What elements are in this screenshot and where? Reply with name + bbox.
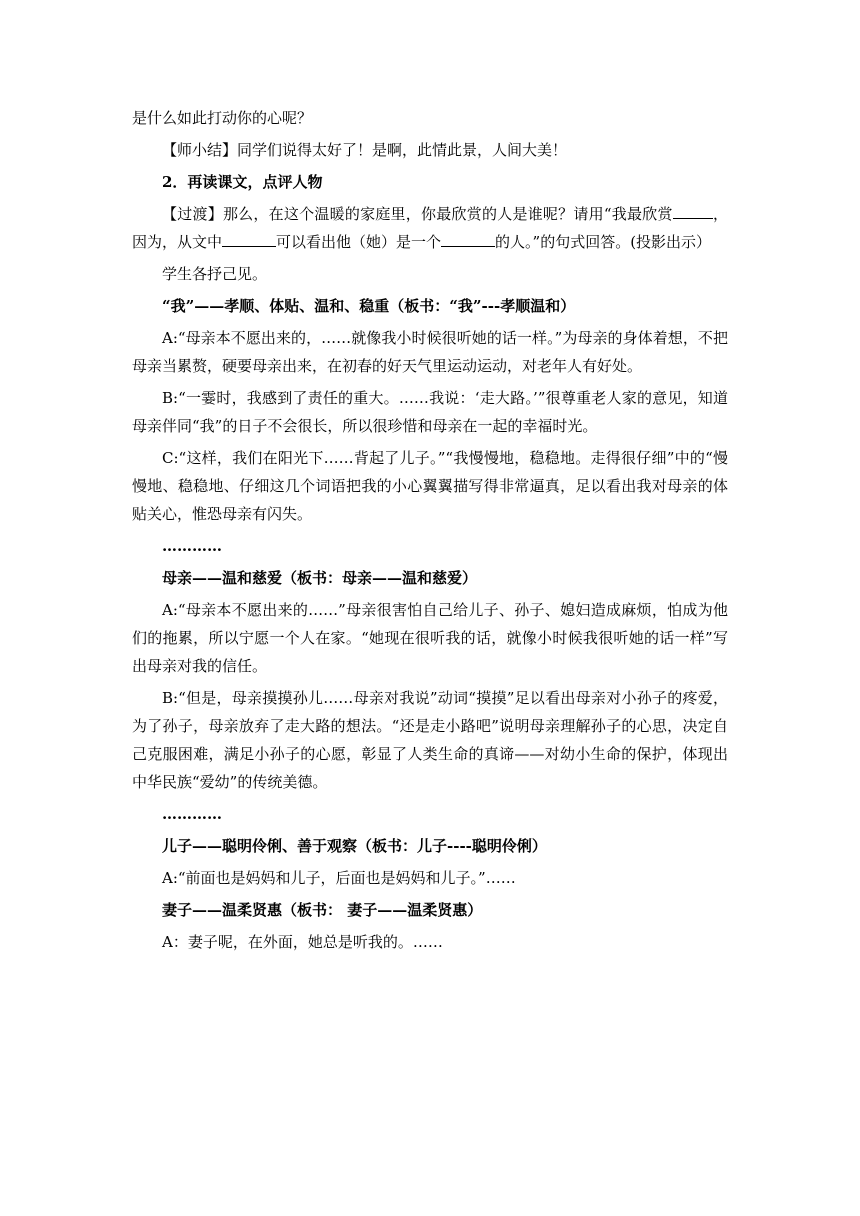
paragraph-text: A:“母亲本不愿出来的，……就像我小时候很听她的话一样。”为母亲的身体着想，不把母亲当累赘，硬要母亲出来，在初春的好天气里运动运动，对老年人有好处。 — [132, 329, 728, 375]
document-body — [132, 104, 728, 960]
heading-text: 母亲——温和慈爱（板书：母亲——温和慈爱） — [162, 569, 478, 587]
paragraph-text: B:“一霎时，我感到了责任的重大。……我说：‘走大路。’”很尊重老人家的意见，知道母亲伴同“我”的日子不会很长，所以很珍惜和母亲在一起的幸福时光。 — [132, 389, 728, 435]
paragraph-text: 可以看出他（她）是一个 — [276, 233, 442, 251]
paragraph-text: A:“前面也是妈妈和儿子，后面也是妈妈和儿子。”…… — [162, 869, 516, 887]
section-heading-reread — [132, 168, 728, 196]
ellipsis-text: ………… — [162, 805, 222, 823]
paragraph-wife-a — [132, 928, 728, 956]
paragraph-question — [132, 104, 728, 132]
heading-son — [132, 832, 728, 860]
paragraph-text: 的人。”的句式回答。(投影出示） — [495, 233, 712, 251]
ellipsis-2 — [132, 800, 728, 828]
paragraph-text: C:“这样，我们在阳光下……背起了儿子。”“我慢慢地，稳稳地。走得很仔细”中的“慢慢地、稳稳地、仔细这几个词语把我的小心翼翼描写得非常逼真，足以看出我对母亲的体贴关心，惟恐母亲有闪失。 — [132, 449, 728, 523]
fill-in-blank — [441, 228, 495, 247]
paragraph-text: 是什么如此打动你的心呢？ — [132, 109, 313, 127]
paragraph-text: 【师小结】同学们说得太好了！是啊，此情此景，人间大美！ — [162, 141, 568, 159]
paragraph-students — [132, 260, 728, 288]
paragraph-me-b — [132, 384, 728, 440]
ellipsis-1 — [132, 532, 728, 560]
heading-text: 儿子——聪明伶俐、善于观察（板书：儿子----聪明伶俐） — [162, 837, 547, 855]
paragraph-text: B:“但是，母亲摸摸孙儿……母亲对我说”动词“摸摸”足以看出母亲对小孙子的疼爱，为了孙子，母亲放弃了走大路的想法。“还是走小路吧”说明母亲理解孙子的心思，决定自己克服困难，满足小孙子的心愿，彰显了人类生命的真谛——对幼小生命的保护，体现出中华民族“爱幼”的传统美德。 — [132, 689, 728, 791]
heading-text: 2．再读课文，点评人物 — [162, 173, 323, 191]
paragraph-me-a — [132, 324, 728, 380]
paragraph-mother-a — [132, 596, 728, 680]
paragraph-text: 【过渡】那么，在这个温暖的家庭里，你最欣赏的人是谁呢？请用“我最欣赏 — [162, 205, 673, 223]
paragraph-text: ，因为，从文中 — [132, 205, 728, 251]
heading-me — [132, 292, 728, 320]
paragraph-mother-b — [132, 684, 728, 796]
paragraph-son-a — [132, 864, 728, 892]
paragraph-text: A:“母亲本不愿出来的……”母亲很害怕自己给儿子、孙子、媳妇造成麻烦，怕成为他们的拖累，所以宁愿一个人在家。“她现在很听我的话，就像小时候我很听她的话一样”写出母亲对我的信任。 — [132, 601, 728, 675]
paragraph-text: 学生各抒己见。 — [162, 265, 268, 283]
paragraph-me-c — [132, 444, 728, 528]
heading-wife — [132, 896, 728, 924]
fill-in-blank — [673, 200, 713, 219]
heading-text: “我”——孝顺、体贴、温和、稳重（板书：“我”---孝顺温和） — [162, 297, 576, 315]
heading-mother — [132, 564, 728, 592]
paragraph-teacher-summary — [132, 136, 728, 164]
paragraph-transition — [132, 200, 728, 256]
paragraph-text: A：妻子呢，在外面，她总是听我的。…… — [162, 933, 443, 951]
fill-in-blank — [222, 228, 276, 247]
heading-text: 妻子——温柔贤惠（板书： 妻子——温柔贤惠） — [162, 901, 483, 919]
ellipsis-text: ………… — [162, 537, 222, 555]
